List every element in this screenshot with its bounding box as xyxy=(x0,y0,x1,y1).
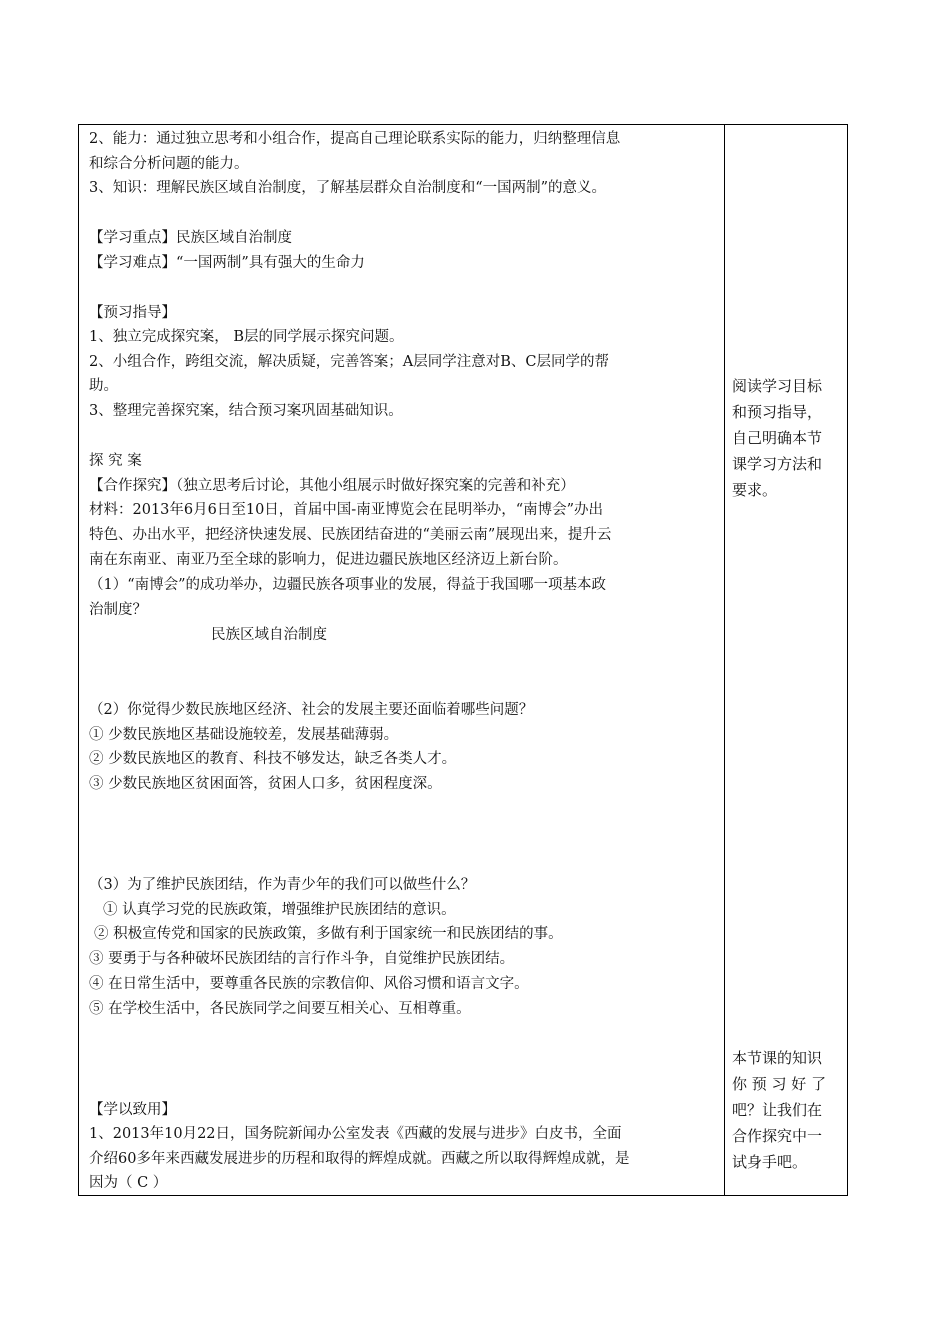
preview-guide-item-3: 3、整理完善探究案，结合预习案巩固基础知识。 xyxy=(89,403,403,419)
question-3-answer-3: ③ 要勇于与各种破坏民族团结的言行作斗争，自觉维护民族团结。 xyxy=(89,951,515,967)
side-note-reading-line-3: 自己明确本节 xyxy=(732,429,823,447)
side-note-reading-line-4: 课学习方法和 xyxy=(732,455,823,473)
question-2-answer-1: ① 少数民族地区基础设施较差，发展基础薄弱。 xyxy=(89,727,399,743)
application-item-1-line-3: 因为（ C ） xyxy=(89,1175,168,1191)
question-3-answer-1: ① 认真学习党的民族政策，增强维护民族团结的意识。 xyxy=(103,902,456,918)
side-note-preview-line-1: 本节课的知识 xyxy=(732,1049,823,1067)
application-heading: 【学以致用】 xyxy=(89,1102,176,1118)
question-1-line-1: （1）“南博会”的成功举办，边疆民族各项事业的发展，得益于我国哪一项基本政 xyxy=(89,577,607,593)
question-1-answer: 民族区域自治制度 xyxy=(211,627,327,643)
question-1-line-2: 治制度？ xyxy=(89,602,147,618)
side-note-reading-line-2: 和预习指导， xyxy=(732,403,823,421)
application-item-1-line-1: 1、2013年10月22日，国务院新闻办公室发表《西藏的发展与进步》白皮书，全面 xyxy=(89,1126,622,1142)
side-note-preview-line-5: 试身手吧。 xyxy=(732,1153,808,1171)
question-2-answer-2: ② 少数民族地区的教育、科技不够发达，缺乏各类人才。 xyxy=(89,751,457,767)
worksheet-table xyxy=(78,124,848,1196)
application-item-1-line-2: 介绍60多年来西藏发展进步的历程和取得的辉煌成就。西藏之所以取得辉煌成就，是 xyxy=(89,1151,630,1167)
preview-guide-item-1: 1、独立完成探究案， B层的同学展示探究问题。 xyxy=(89,329,404,345)
question-3-answer-5: ⑤ 在学校生活中，各民族同学之间要互相关心、互相尊重。 xyxy=(89,1001,471,1017)
question-2-answer-3: ③ 少数民族地区贫困面答，贫困人口多，贫困程度深。 xyxy=(89,776,442,792)
ability-goal-line-1: 2、能力：通过独立思考和小组合作，提高自己理论联系实际的能力，归纳整理信息 xyxy=(89,131,621,147)
side-note-preview-line-3: 吧？让我们在 xyxy=(732,1101,823,1119)
preview-guide-heading: 【预习指导】 xyxy=(89,305,176,321)
question-3-answer-2: ② 积极宣传党和国家的民族政策，多做有利于国家统一和民族团结的事。 xyxy=(94,926,563,942)
inquiry-section-heading: 探 究 案 xyxy=(89,453,142,469)
key-point-line: 【学习重点】民族区域自治制度 xyxy=(89,230,292,246)
side-note-preview-line-4: 合作探究中一 xyxy=(732,1127,823,1145)
difficult-point-line: 【学习难点】“一国两制”具有强大的生命力 xyxy=(89,255,365,271)
preview-guide-item-2-cont: 助。 xyxy=(89,378,118,394)
side-note-reading-line-5: 要求。 xyxy=(732,481,778,499)
column-divider xyxy=(724,125,725,1195)
ability-goal-line-2: 和综合分析问题的能力。 xyxy=(89,156,249,172)
material-line-3: 南在东南亚、南亚乃至全球的影响力，促进边疆民族地区经济迈上新台阶。 xyxy=(89,552,568,568)
material-line-2: 特色、办出水平，把经济快速发展、民族团结奋进的“美丽云南”展现出来，提升云 xyxy=(89,527,612,543)
preview-guide-item-2: 2、小组合作，跨组交流，解决质疑，完善答案；A层同学注意对B、C层同学的帮 xyxy=(89,354,609,370)
side-note-preview-line-2: 你 预 习 好 了 xyxy=(732,1075,827,1093)
question-3-answer-4: ④ 在日常生活中，要尊重各民族的宗教信仰、风俗习惯和语言文字。 xyxy=(89,976,529,992)
material-line-1: 材料：2013年6月6日至10日，首届中国-南亚博览会在昆明举办，“南博会”办出 xyxy=(89,502,604,518)
side-note-reading-line-1: 阅读学习目标 xyxy=(732,377,823,395)
knowledge-goal-line: 3、知识：理解民族区域自治制度，了解基层群众自治制度和“一国两制”的意义。 xyxy=(89,180,607,196)
question-2: （2）你觉得少数民族地区经济、社会的发展主要还面临着哪些问题？ xyxy=(89,702,534,718)
cooperative-inquiry-heading: 【合作探究】（独立思考后讨论，其他小组展示时做好探究案的完善和补充） xyxy=(89,478,575,494)
question-3: （3）为了维护民族团结，作为青少年的我们可以做些什么？ xyxy=(89,877,476,893)
